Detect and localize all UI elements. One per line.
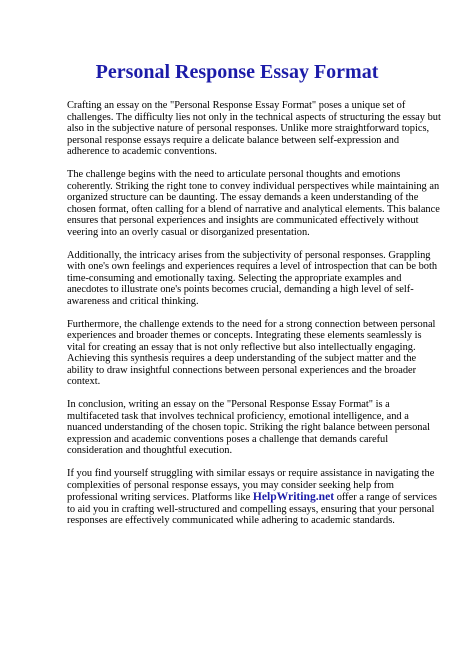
helpwriting-link[interactable]: HelpWriting.net [252, 490, 335, 503]
paragraph-5: In conclusion, writing an essay on the "Personal Response Essay Format" is a multifaceted task that involves technical proficiency, emotional intelligence, and a nuanced understanding of the chosen topic. Striking the right balance between personal expression and academic conventions poses a challenge that demands careful consideration and thoughtful execution. [67, 399, 430, 456]
paragraph-1: Crafting an essay on the "Personal Response Essay Format" poses a unique set of challenges. The difficulty lies not only in the technical aspects of structuring the essay but also in the subjective nature of personal responses. Unlike more straightforward topics, personal response essays require a delicate balance between self-expression and adherence to academic conventions. [67, 100, 441, 157]
paragraph-6-text-before-link: If you find yourself struggling with similar essays or require assistance in navigating the complexities of personal response essays, you may consider seeking help from professional writing services. Platforms like [67, 468, 435, 503]
paragraph-4: Furthermore, the challenge extends to the need for a strong connection between personal experiences and broader themes or concepts. Integrating these elements seamlessly is vital for creating an essay that is not only reflective but also intellectually engaging. Achieving this synthesis requires a deep understanding of the subject matter and the ability to draw insightful connections between personal experiences and the broader context. [67, 318, 436, 387]
paragraph-6 [67, 468, 442, 527]
paragraph-3: Additionally, the intricacy arises from the subjectivity of personal responses. Grappling with one's own feelings and experiences requires a level of introspection that can be both time-consuming and emotionally taxing. Selecting the appropriate examples and anecdotes to illustrate one's points becomes crucial, demanding a high level of self-awareness and critical thinking. [67, 249, 438, 307]
paragraph-2: The challenge begins with the need to articulate personal thoughts and emotions coherently. Striking the right tone to convey individual perspectives while maintaining an organized structure can be daunting. The essay demands a keen understanding of the chosen format, often calling for a blend of narrative and analytical elements. This balance ensures that personal experiences and insights are communicated effectively without veering into an overly casual or disorganized presentation. [67, 169, 440, 238]
paragraph-6-text-after-link: offer a range of services to aid you in crafting well-structured and compelling essays, ensuring that your personal responses are effectively communicated while adhering to academic standards. [67, 492, 437, 526]
essay-body [67, 100, 442, 538]
page-title: Personal Response Essay Format [95, 61, 379, 83]
